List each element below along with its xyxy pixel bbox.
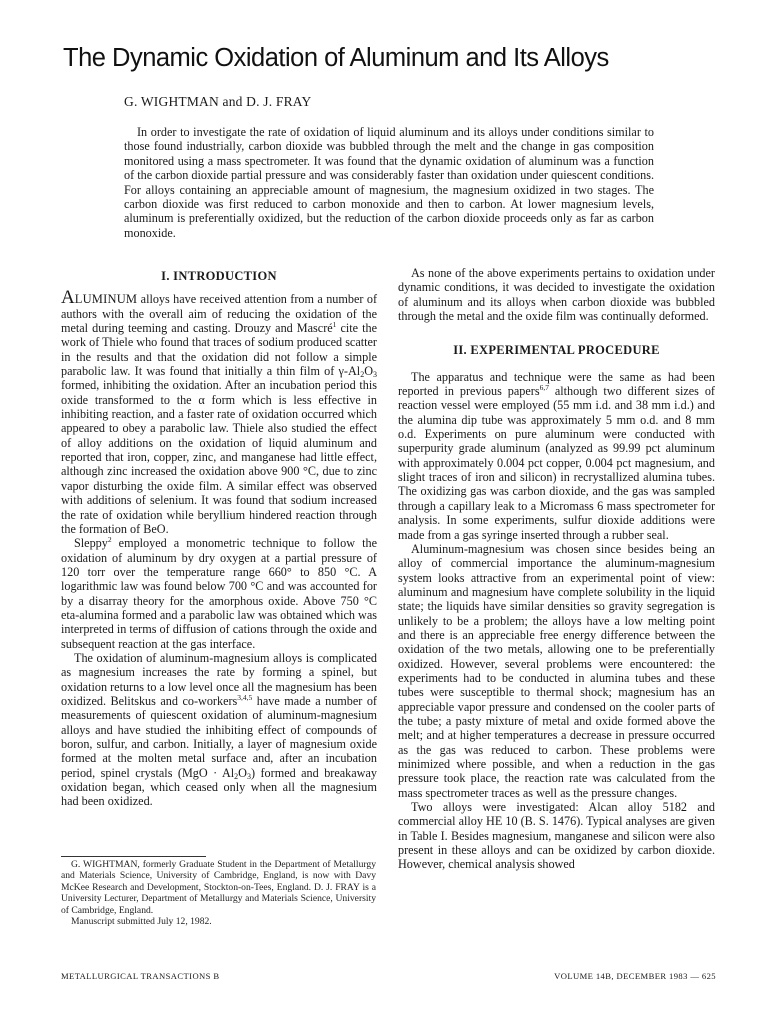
- affiliation-note: G. WIGHTMAN, formerly Graduate Student in the Department of Metallurgy and Materials Science, University of Cambridge, England, is now with Davy McKee Research and Development, Stockton-on-Tees, England. D. J. FRAY is a University Lecturer, Department of Metallurgy and Materials Science, University of Cambridge, England.: [61, 859, 376, 916]
- intro-paragraph-3: The oxidation of aluminum-magnesium alloys is complicated as magnesium increases the rate by forming a spinel, but oxidation returns to a low level once all the magnesium has been oxidized. Belitskus and co-workers$^{3,4,5}$ have made a number of measurements of quiescent oxidation of aluminum-magnesium alloys and have studied the inhibiting effect of compounds of boron, sulfur, and carbon. Initially, a layer of magnesium oxide formed at the molten metal surface and, after an incubation period, spinel crystals $(MgO \cdot Al_2O_3)$ formed and breakaway oxidation began, which ceased only when all the magnesium had been oxidized.: [61, 650, 377, 809]
- method-paragraph-2: Aluminum-magnesium was chosen since besides being an alloy of commercial importance the aluminum-magnesium system looks attractive from an experimental point of view: aluminum and magnesium have complete solubility in the liquid state; the liquids have similar densities so gravity segregation is unlikely to be a problem; the alloys have a low melting point and there is an appreciable free energy difference between the oxidation of the two metals, allowing one to be preferentially oxidized. However, several problems were encountered: the experiments had to be conducted in alumina tubes and these tubes were susceptible to thermal shock; magnesium has an appreciable vapor pressure and condensed on the cooler parts of the tube; a pasty mixture of metal and oxide formed above the melt; and at higher temperatures a decrease in pressure occurred as the gas was reduced to carbon. These problems were minimized where possible, and when a reduction in the gas pressure took place, the reaction rate was calculated from the mass spectrometer traces as well as the pressure changes.: [398, 541, 715, 800]
- journal-name-footer: METALLURGICAL TRANSACTIONS B: [61, 971, 220, 981]
- intro-paragraph-4: As none of the above experiments pertains to oxidation under dynamic conditions, it was decided to investigate the oxidation of aluminum and its alloys when carbon dioxide was bubbled through the metal and the oxide film was continually deformed.: [398, 266, 715, 324]
- paper-title: The Dynamic Oxidation of Aluminum and Its Alloys: [63, 44, 609, 72]
- citation: 2: [107, 535, 112, 545]
- abstract: In order to investigate the rate of oxidation of liquid aluminum and its alloys under conditions similar to those found industrially, carbon dioxide was bubbled through the melt and the change in gas composition monitored using a mass spectrometer. It was found that the dynamic oxidation of aluminum was a function of the carbon dioxide partial pressure and was considerably faster than oxidation under quiescent conditions. For alloys containing an appreciable amount of magnesium, the magnesium oxidized in two stages. The carbon dioxide was first reduced to carbon monoxide and then to carbon. At lower magnesium levels, aluminum is preferentially oxidized, but the reduction of the carbon dioxide proceeds only as far as carbon monoxide.: [124, 125, 654, 240]
- drop-cap: A: [61, 287, 75, 309]
- lead-word: LUMINUM: [74, 292, 138, 307]
- section-heading-introduction: I. INTRODUCTION: [161, 269, 277, 283]
- section-heading-experimental: II. EXPERIMENTAL PROCEDURE: [453, 343, 660, 358]
- footnote-rule: [61, 856, 206, 857]
- method-paragraph-3: Two alloys were investigated: Alcan alloy 5182 and commercial alloy HE 10 (B. S. 1476). Typical analyses are given in Table I. Besides magnesium, manganese and silicon were also present in these alloys and can be oxidized by carbon dioxide. However, chemical analysis showed: [398, 800, 715, 872]
- author-footnote: [61, 859, 376, 927]
- volume-page-footer: VOLUME 14B, DECEMBER 1983 — 625: [554, 971, 716, 981]
- right-column: [398, 266, 715, 872]
- citation: 3,4,5: [237, 692, 253, 702]
- author-list: G. WIGHTMAN and D. J. FRAY: [124, 94, 312, 109]
- manuscript-date: Manuscript submitted July 12, 1982.: [71, 916, 212, 928]
- intro-paragraph-1: ALUMINUM alloys have received attention from a number of authors with the overall aim of reducing the oxidation of the metal during teeming and casting. Drouzy and Mascré$^1$ cite the work of Thiele who found that traces of sodium produced scatter in the results and that the oxidation did not follow a simple parabolic law. It was found that initially a thin film of $\gamma-Al_2O_3$ formed, inhibiting the oxidation. After an incubation period this oxide transformed to the α form which is less effective in inhibiting reaction, and a faster rate of oxidation occurred which appeared to obey a parabolic law. Thiele also studied the effect of alloy additions on the oxidation of liquid aluminum and reported that iron, copper, zinc, and manganese had little effect, although zinc increased the oxidation above 900 °C, due to zinc vapor disturbing the oxide film. A similar effect was observed with additions of selenium. It was found that sodium increased the rate of oxidation while beryllium hindered reaction through the formation of BeO.: [61, 287, 377, 536]
- left-column: [61, 266, 377, 809]
- method-paragraph-1: The apparatus and technique were the same as had been reported in previous papers$^{6,7}$ although two different sizes of reaction vessel were employed (55 mm i.d. and 38 mm i.d.) and the alumina dip tube was approximately 5 mm o.d. and 8 mm o.d. Experiments on pure aluminum were conducted with superpurity grade aluminum (analyzed as 99.99 pct aluminum with approximately 0.004 pct copper, 0.004 pct magnesium, and slight traces of iron and silicon) in recrystallized alumina tubes. The oxidizing gas was carbon dioxide, and the gas was sampled through a capillary leak to a Micromass 6 mass spectrometer for analysis. In some experiments, sulfur dioxide additions were made from a gas syringe inserted through a rubber seal.: [398, 369, 715, 542]
- intro-paragraph-2: Sleppy$^2$ employed a monometric technique to follow the oxidation of aluminum by dry oxygen at a partial pressure of 120 torr over the temperature range 660° to 850 °C. A logarithmic law was found below 700 °C and was accounted for by a disarray theory for the amorphous oxide. Above 750 °C eta-alumina formed and a parabolic law was obtained which was interpreted in terms of diffusion of cations through the oxide and subsequent reaction at the gas interface.: [61, 535, 377, 651]
- citation: 1: [332, 320, 337, 330]
- citation: 6,7: [539, 383, 549, 393]
